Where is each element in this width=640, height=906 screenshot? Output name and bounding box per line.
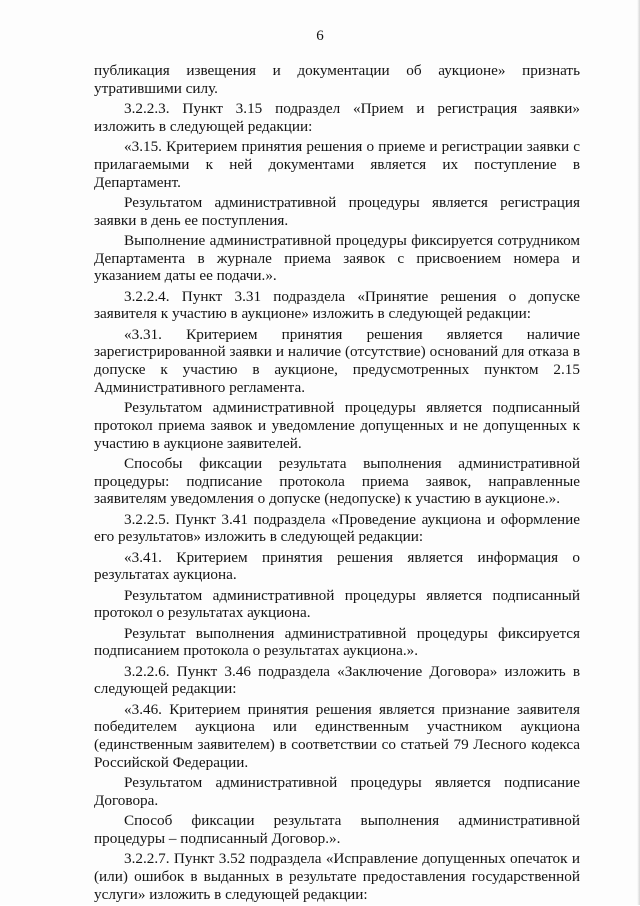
paragraph: Результат выполнения административной процедуры фиксируется подписанием протокола о результатах аукциона.». <box>94 624 580 660</box>
paragraph: Результатом административной процедуры является подписанный протокол о результатах аукциона. <box>94 586 580 622</box>
paragraph: «3.31. Критерием принятия решения является наличие зарегистрированной заявки и наличие (отсутствие) оснований для отказа в допуске к участию в аукционе, предусмотренных пунктом 2.15 Административного регламента. <box>94 325 580 396</box>
paragraph: 3.2.2.6. Пункт 3.46 подраздела «Заключение Договора» изложить в следующей редакции: <box>94 662 580 698</box>
paragraph: 3.2.2.3. Пункт 3.15 подраздел «Прием и регистрация заявки» изложить в следующей редакции: <box>94 99 580 135</box>
paragraph: «3.15. Критерием принятия решения о приеме и регистрации заявки с прилагаемыми к ней документами является их поступление в Департамент. <box>94 137 580 191</box>
paragraph: Способ фиксации результата выполнения административной процедуры – подписанный Договор.». <box>94 812 580 847</box>
paragraph: Способы фиксации результата выполнения административной процедуры: подписание протокола приема заявок, направленные заявителям уведомления о допуске (недопуске) к участию в аукционе.». <box>94 454 580 508</box>
paragraph: 3.2.2.4. Пункт 3.31 подраздела «Принятие решения о допуске заявителя к участию в аукционе» изложить в следующей редакции: <box>94 287 580 323</box>
paragraph: «3.41. Критерием принятия решения является информация о результатах аукциона. <box>94 548 580 584</box>
paragraph: Результатом административной процедуры является подписанный протокол приема заявок и уведомление допущенных и не допущенных к участию в аукционе заявителей. <box>94 399 580 452</box>
paragraph: Результатом административной процедуры является регистрация заявки в день ее поступления. <box>94 193 580 229</box>
paragraph: 3.2.2.7. Пункт 3.52 подраздела «Исправление допущенных опечаток и (или) ошибок в выданных в результате предоставления государственной услуги» изложить в следующей редакции: <box>94 850 580 903</box>
paragraph: Выполнение административной процедуры фиксируется сотрудником Департамента в журнале приема заявок с присвоением номера и указанием даты ее подачи.». <box>94 231 580 285</box>
document-body <box>94 62 580 906</box>
paragraph: 3.2.2.5. Пункт 3.41 подраздела «Проведение аукциона и оформление его результатов» изложить в следующей редакции: <box>94 510 580 546</box>
paragraph: «3.46. Критерием принятия решения является признание заявителя победителем аукциона или единственным участником аукциона (единственным заявителем) в соответствии со статьей 79 Лесного кодекса Российской Федерации. <box>94 700 580 771</box>
paragraph: публикация извещения и документации об аукционе» признать утратившими силу. <box>94 62 580 97</box>
page-number: 6 <box>316 28 324 44</box>
paragraph: Результатом административной процедуры является подписание Договора. <box>94 774 580 809</box>
